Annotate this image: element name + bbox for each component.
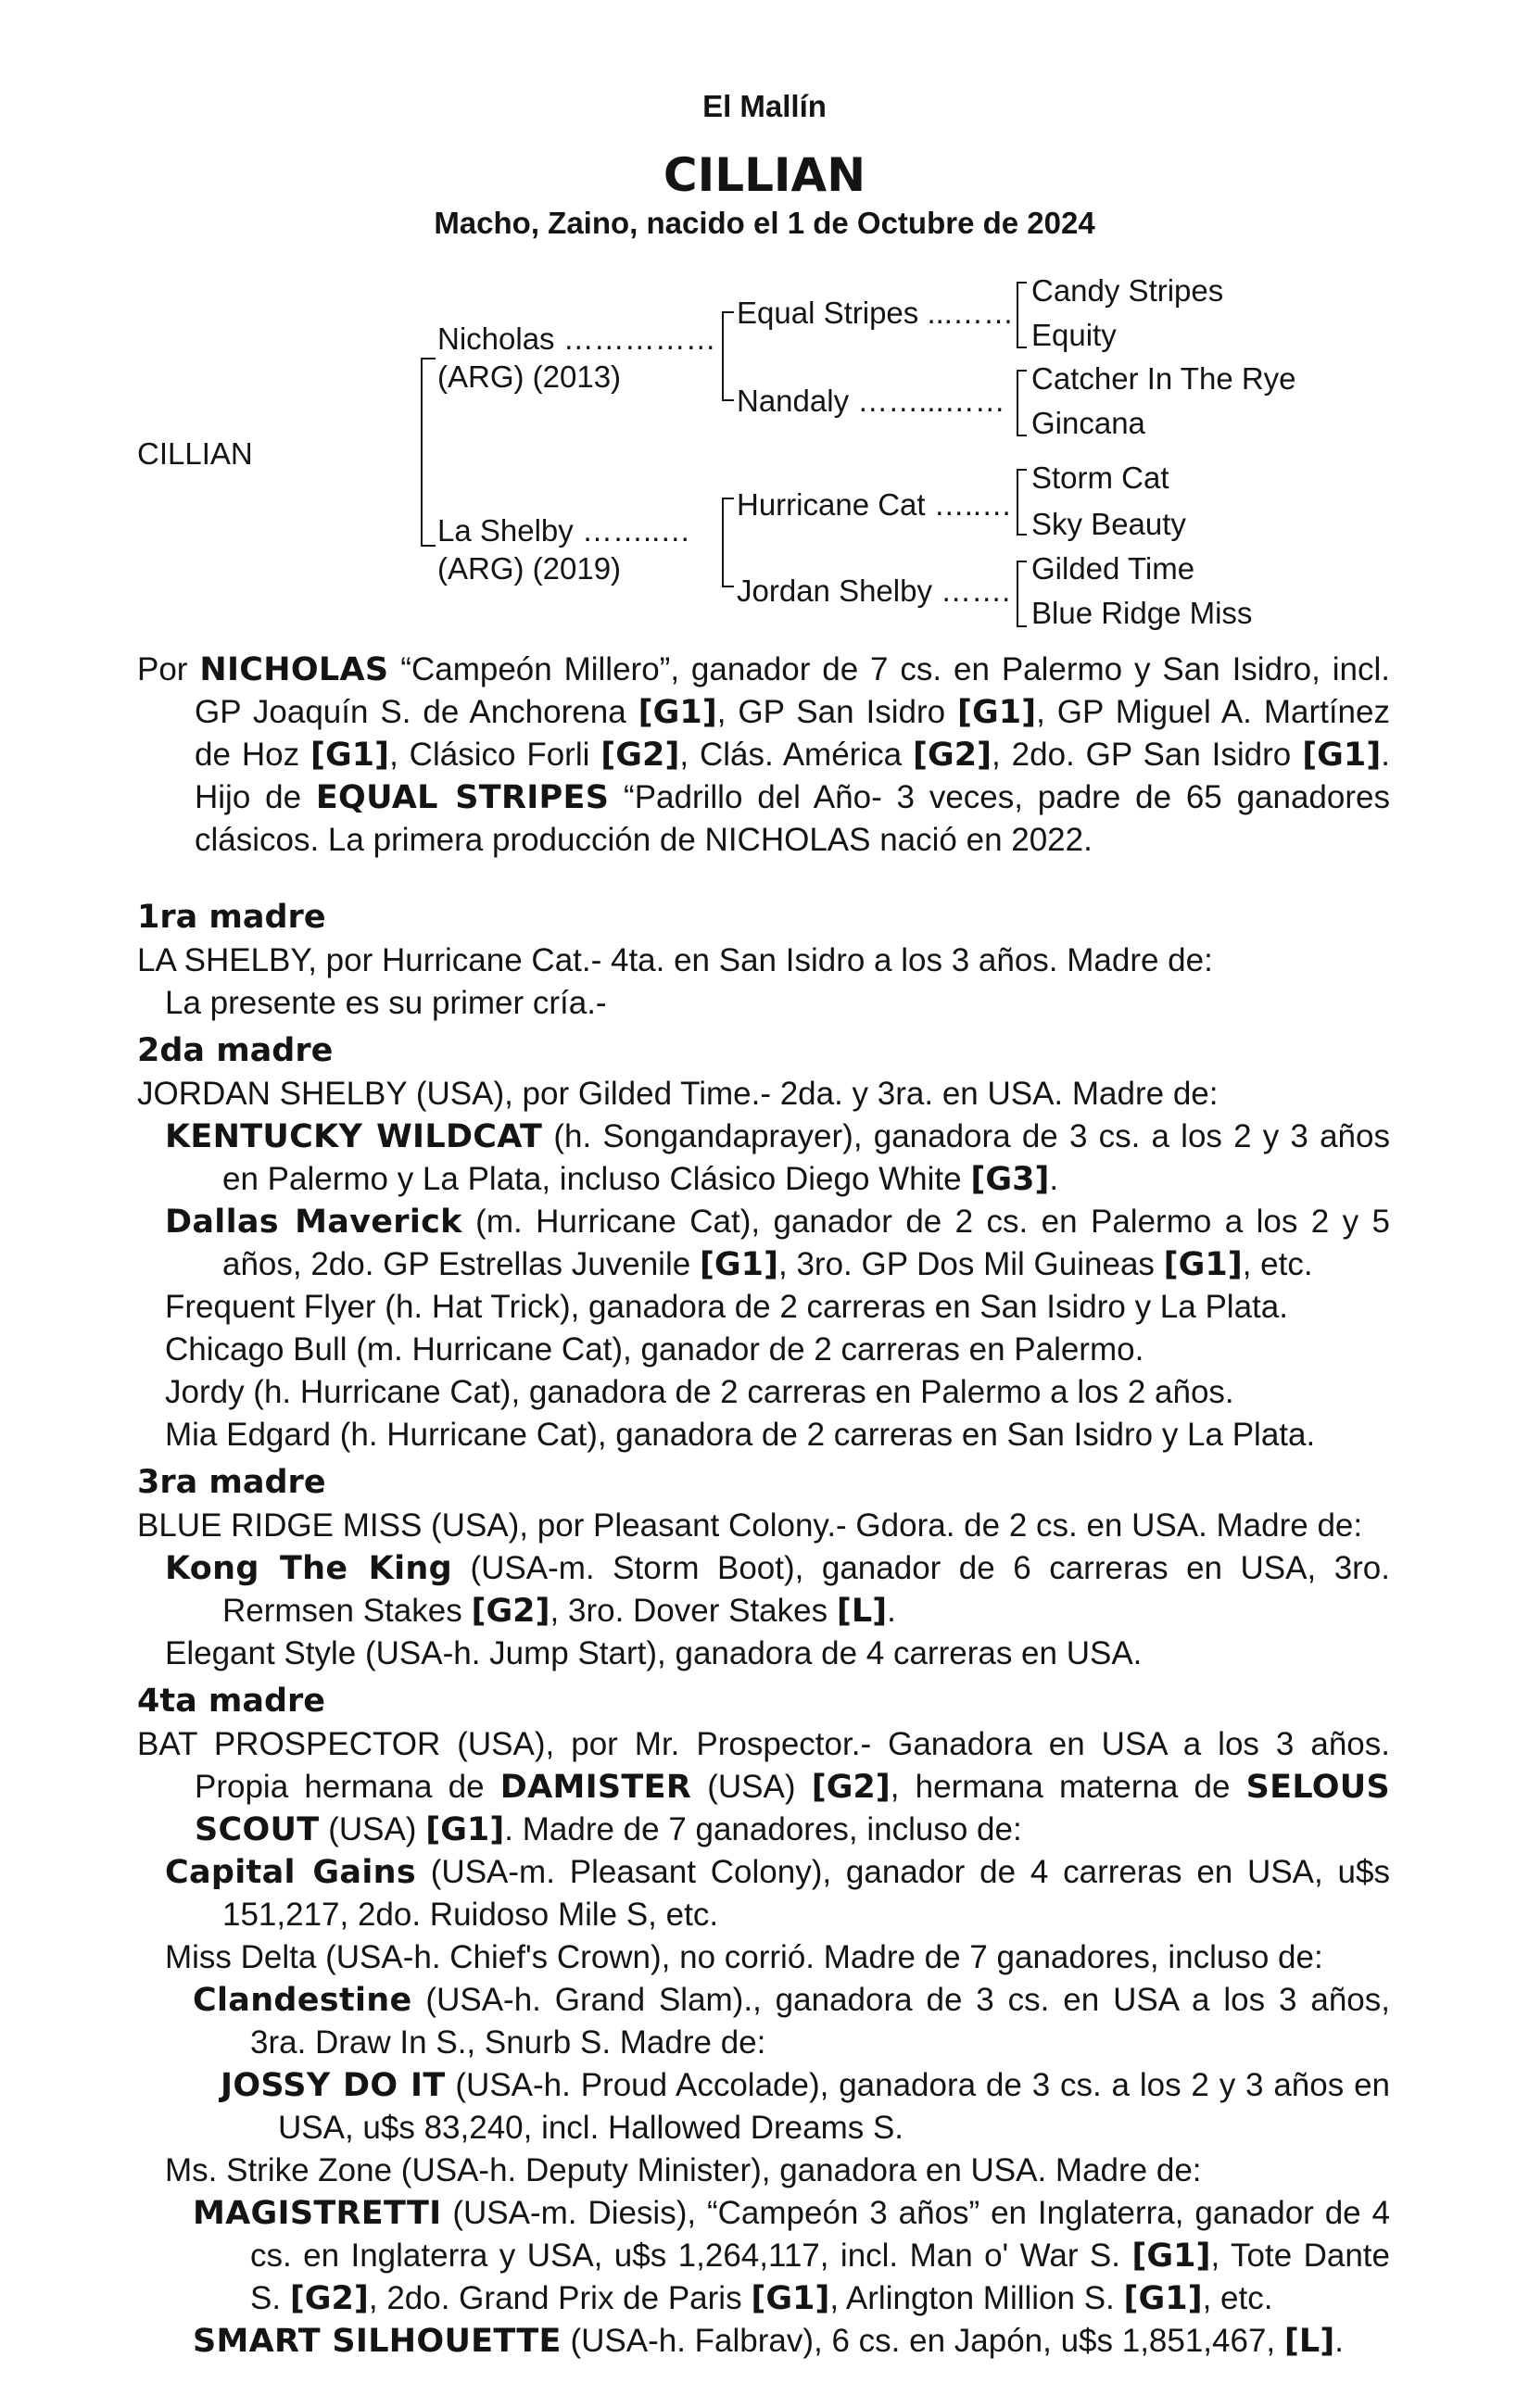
section-2da-madre: 2da madre [137, 1032, 334, 1069]
horse-subtitle: Macho, Zaino, nacido el 1 de Octubre de 2024 [434, 206, 1095, 240]
pedigree-dss: Storm Cat [1031, 460, 1169, 495]
madre1-sub: La presente es su primer cría.- [165, 985, 607, 1021]
offspring-clandestine: Clandestine (USA-h. Grand Slam)., ganadora de 3 cs. en USA a los 3 años, 3ra. Draw In S., Snurb S. Madre de: [193, 1982, 1390, 2061]
catalog-body [137, 649, 1390, 2363]
pedigree-dds: Gilded Time [1031, 551, 1195, 586]
ss-name: Equal Stripes [737, 296, 919, 330]
pedigree-ssd: Equity [1031, 318, 1117, 352]
offspring-ms-strike-zone: Ms. Strike Zone (USA-h. Deputy Minister), ganadora en USA. Madre de: [165, 2152, 1202, 2188]
ds-name: Hurricane Cat [737, 487, 926, 522]
offspring-jossy-do-it: JOSSY DO IT (USA-h. Proud Accolade), ganadora de 3 cs. a los 2 y 3 años en USA, u$s 83,240, incl. Hallowed Dreams S. [221, 2067, 1391, 2146]
dam-name: La Shelby [437, 513, 574, 548]
sd-dots: ……...…… [857, 384, 1005, 418]
offspring-line: Elegant Style (USA-h. Jump Start), ganadora de 4 carreras en USA. [165, 1635, 1143, 1671]
dd-dots: ……. [941, 574, 1011, 608]
sire-dots: …………… [562, 321, 716, 356]
breeder-name: El Mallín [702, 89, 827, 123]
bracket-ss [1017, 283, 1027, 347]
offspring-line: Mia Edgard (h. Hurricane Cat), ganadora de 2 carreras en San Isidro y La Plata. [165, 1417, 1316, 1453]
sire-description: Por NICHOLAS “Campeón Millero”, ganador de 7 cs. en Palermo y San Isidro, incl. GP Joaquín S. de Anchorena [G1], GP San Isidro [G1], GP Miguel A. Martínez de Hoz [G1], Clásico Forli [G2], Clás. América [G2], 2do. GP San Isidro [G1]. Hijo de EQUAL STRIPES “Padrillo del Año- 3 veces, padre de 65 ganadores clásicos. La primera producción de NICHOLAS nació en 2022. [137, 651, 1390, 858]
pedigree-sire [437, 321, 716, 358]
offspring-magistretti: MAGISTRETTI (USA-m. Diesis), “Campeón 3 años” en Inglaterra, ganador de 4 cs. en Inglaterra y USA, u$s 1,264,117, incl. Man o' War S. [G1], Tote Dante S. [G2], 2do. Grand Prix de Paris [G1], Arlington Million S. [G1], etc. [193, 2195, 1390, 2317]
pedigree-sss: Candy Stripes [1031, 273, 1224, 308]
madre4-line: BAT PROSPECTOR (USA), por Mr. Prospector.- Ganadora en USA a los 3 años. Propia hermana de DAMISTER (USA) [G2], hermana materna de SELOUS SCOUT (USA) [G1]. Madre de 7 ganadores, incluso de: [137, 1726, 1390, 1848]
bracket-main [422, 359, 436, 546]
dam-dots: ……..… [581, 513, 691, 548]
offspring-line: Chicago Bull (m. Hurricane Cat), ganador de 2 carreras en Palermo. [165, 1331, 1144, 1368]
offspring-kong-the-king: Kong The King (USA-m. Storm Boot), ganador de 6 carreras en USA, 3ro. Rermsen Stakes [G2], 3ro. Dover Stakes [L]. [165, 1550, 1390, 1630]
pedigree-sd [737, 383, 1005, 420]
sire-highlight: NICHOLAS [199, 651, 389, 688]
offspring-kentucky-wildcat: KENTUCKY WILDCAT (h. Songandaprayer), ganadora de 3 cs. a los 2 y 3 años en Palermo y La Plata, incluso Clásico Diego White [G3]. [165, 1118, 1390, 1198]
offspring-line: Jordy (h. Hurricane Cat), ganadora de 2 carreras en Palermo a los 2 años. [165, 1374, 1234, 1410]
offspring-line: Frequent Flyer (h. Hat Trick), ganadora de 2 carreras en San Isidro y La Plata. [165, 1289, 1288, 1325]
section-4ta-madre: 4ta madre [137, 1683, 326, 1720]
madre2-line: JORDAN SHELBY (USA), por Gilded Time.- 2da. y 3ra. en USA. Madre de: [137, 1076, 1219, 1112]
madre3-line: BLUE RIDGE MISS (USA), por Pleasant Colony.- Gdora. de 2 cs. en USA. Madre de: [137, 1507, 1363, 1544]
pedigree-ss [737, 295, 1014, 332]
bracket-ds [1017, 470, 1027, 535]
offspring-smart-silhouette: SMART SILHOUETTE (USA-h. Falbrav), 6 cs. en Japón, u$s 1,851,467, [L]. [193, 2323, 1344, 2360]
madre1-line: LA SHELBY, por Hurricane Cat.- 4ta. en San Isidro a los 3 años. Madre de: [137, 942, 1213, 978]
pedigree-dam [437, 512, 690, 549]
bracket-sire [723, 312, 734, 400]
pedigree-ds [737, 486, 1012, 523]
offspring-capital-gains: Capital Gains (USA-m. Pleasant Colony), ganador de 4 carreras en USA, u$s 151,217, 2do. Ruidoso Mile S, etc. [165, 1854, 1390, 1933]
bracket-sd [1017, 371, 1027, 435]
bracket-dd [1017, 561, 1027, 626]
pedigree-sds: Catcher In The Rye [1031, 361, 1296, 396]
ds-dots: …..… [933, 487, 1013, 522]
ss-dots: ...…… [927, 296, 1014, 330]
sire-name: Nicholas [437, 321, 555, 356]
dd-name: Jordan Shelby [737, 574, 932, 608]
horse-name: CILLIAN [663, 148, 866, 202]
pedigree-ddd: Blue Ridge Miss [1031, 596, 1253, 630]
bracket-dam [723, 498, 734, 586]
offspring-dallas-maverick: Dallas Maverick (m. Hurricane Cat), ganador de 2 cs. en Palermo a los 2 y 5 años, 2do. GP Estrellas Juvenile [G1], 3ro. GP Dos Mil Guineas [G1], etc. [165, 1204, 1390, 1283]
pedigree-dam-origin: (ARG) (2019) [437, 551, 622, 586]
grandsire-highlight: EQUAL STRIPES [315, 779, 610, 816]
pedigree-dd [737, 573, 1010, 610]
pedigree-subject: CILLIAN [137, 436, 253, 471]
pedigree-sire-origin: (ARG) (2013) [437, 359, 622, 394]
sd-name: Nandaly [737, 384, 850, 418]
pedigree-sdd: Gincana [1031, 406, 1145, 440]
offspring-miss-delta: Miss Delta (USA-h. Chief's Crown), no corrió. Madre de 7 ganadores, incluso de: [165, 1939, 1323, 1975]
section-3ra-madre: 3ra madre [137, 1464, 326, 1501]
pedigree-dsd: Sky Beauty [1031, 507, 1186, 541]
section-1ra-madre: 1ra madre [137, 899, 326, 936]
